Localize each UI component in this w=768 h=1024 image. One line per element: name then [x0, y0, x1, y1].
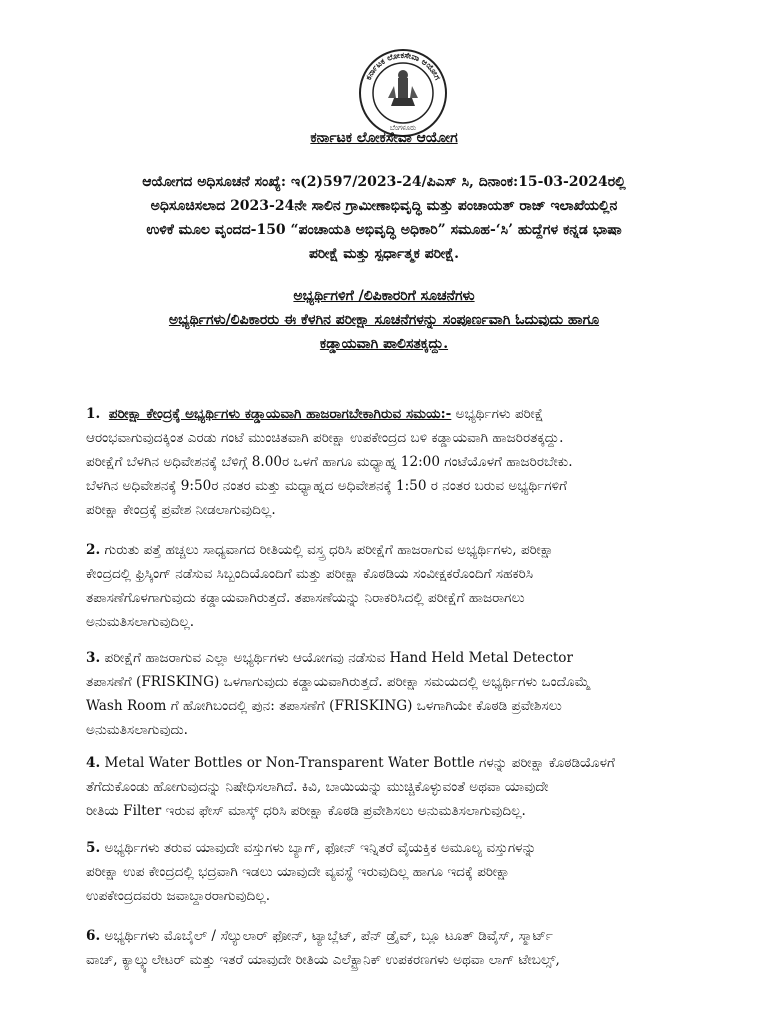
paragraph-text: ಪರೀಕ್ಷಾ ಕೇಂದ್ರಕ್ಕೆ ಪ್ರವೇಶ ನೀಡಲಾಗುವುದಿಲ್ಲ. — [86, 502, 276, 518]
notification-line: ಉಳಿಕೆ ಮೂಲ ವೃಂದದ-150 “ಪಂಚಾಯತಿ ಅಭಿವೃದ್ಧಿ ಅಧಿಕಾರಿ” ಸಮೂಹ-‘ಸಿ’ ಹುದ್ದೆಗಳ ಕನ್ನಡ ಭಾಷಾ — [146, 222, 622, 238]
paragraph-text: ರೀತಿಯ Filter ಇರುವ ಫೇಸ್ ಮಾಸ್ಕ್ ಧರಿಸಿ ಪರೀಕ್ಷಾ ಕೊಠಡಿ ಪ್ರವೇಶಿಸಲು ಅನುಮತಿಸಲಾಗುವುದಿಲ್ಲ. — [86, 803, 526, 819]
paragraph-text: ಪರೀಕ್ಷೆಗೆ ಹಾಜರಾಗುವ ಎಲ್ಲಾ ಅಭ್ಯರ್ಥಿಗಳು ಆಯೋಗವು ನಡೆಸುವ Hand Held Metal Detector — [100, 650, 573, 666]
notification-line: ಅಧಿಸೂಚಿಸಲಾದ 2023-24ನೇ ಸಾಲಿನ ಗ್ರಾಮೀಣಾಭಿವೃದ್ಧಿ ಮತ್ತು ಪಂಚಾಯತ್ ರಾಜ್ ಇಲಾಖೆಯಲ್ಲಿನ — [150, 198, 618, 214]
paragraph-number: 4. — [86, 755, 101, 771]
paragraph-text: ಅನುಮತಿಸಲಾಗುವುದಿಲ್ಲ. — [86, 614, 195, 630]
paragraph-number: 3. — [86, 650, 101, 666]
paragraph-text: ಉಪಕೇಂದ್ರದವರು ಜವಾಬ್ದಾರರಾಗುವುದಿಲ್ಲ. — [86, 888, 271, 904]
paragraph-text: ಪರೀಕ್ಷಾ ಉಪ ಕೇಂದ್ರದಲ್ಲಿ ಭದ್ರವಾಗಿ ಇಡಲು ಯಾವುದೇ ವ್ಯವಸ್ಥೆ ಇರುವುದಿಲ್ಲ ಹಾಗೂ ಇದಕ್ಕೆ ಪರೀಕ್ಷಾ — [86, 864, 511, 880]
paragraph-text: ಬೆಳಗಿನ ಅಧಿವೇಶನಕ್ಕೆ 9:50ರ ನಂತರ ಮತ್ತು ಮಧ್ಯಾಹ್ನದ ಅಧಿವೇಶನಕ್ಕೆ 1:50 ರ ನಂತರ ಬರುವ ಅಭ್ಯರ್ಥಿಗಳಿಗೆ — [86, 478, 567, 494]
paragraph-text: ಅಭ್ಯರ್ಥಿಗಳು ತರುವ ಯಾವುದೇ ವಸ್ತುಗಳು ಬ್ಯಾಗ್, ಫೋನ್ ಇನ್ನಿತರೆ ವೈಯಕ್ತಿಕ ಅಮೂಲ್ಯ ವಸ್ತುಗಳನ್ನು — [100, 840, 537, 856]
paragraph-number: 2. — [86, 542, 101, 558]
page-title: ಕರ್ನಾಟಕ ಲೋಕಸೇವಾ ಆಯೋಗ — [310, 130, 458, 146]
paragraph-lead: ಪರೀಕ್ಷಾ ಕೇಂದ್ರಕ್ಕೆ ಅಭ್ಯರ್ಥಿಗಳು ಕಡ್ಡಾಯವಾಗಿ ಹಾಜರಾಗಬೇಕಾಗಿರುವ ಸಮಯ:- — [108, 406, 452, 422]
instruction-paragraph-2 — [86, 538, 716, 634]
paragraph-text: ಆರಂಭವಾಗುವುದಕ್ಕಿಂತ ಎರಡು ಗಂಟೆ ಮುಂಚಿತವಾಗಿ ಪರೀಕ್ಷಾ ಉಪಕೇಂದ್ರದ ಬಳಿ ಕಡ್ಡಾಯವಾಗಿ ಹಾಜರಿರತಕ್ಕದ್ದು. — [86, 430, 564, 446]
instructions-heading-line: ಅಭ್ಯರ್ಥಿಗಳು/ಲಿಪಿಕಾರರು ಈ ಕೆಳಗಿನ ಪರೀಕ್ಷಾ ಸೂಚನೆಗಳನ್ನು ಸಂಪೂರ್ಣವಾಗಿ ಓದುವುದು ಹಾಗೂ — [168, 312, 600, 328]
instruction-paragraph-1 — [86, 402, 716, 522]
paragraph-text: ಅನುಮತಿಸಲಾಗುವುದು. — [86, 722, 188, 738]
paragraph-text: ಪರೀಕ್ಷೆಗೆ ಬೆಳಗಿನ ಅಧಿವೇಶನಕ್ಕೆ ಬೆಳಿಗ್ಗೆ 8.00ರ ಒಳಗೆ ಹಾಗೂ ಮಧ್ಯಾಹ್ನ 12:00 ಗಂಟೆಯೊಳಗೆ ಹಾಜರಿರಬೇಕು. — [86, 454, 573, 470]
seal-ring-text-top: ಕರ್ನಾಟಕ ಲೋಕಸೇವಾ ಆಯೋಗ — [363, 50, 443, 82]
instruction-paragraph-4 — [86, 751, 716, 823]
instructions-heading-title: ಅಭ್ಯರ್ಥಿಗಳಿಗೆ /ಲಿಪಿಕಾರರಿಗೆ ಸೂಚನೆಗಳು — [293, 288, 475, 304]
notification-line: ಪರೀಕ್ಷೆ ಮತ್ತು ಸ್ಪರ್ಧಾತ್ಮಕ ಪರೀಕ್ಷೆ. — [308, 246, 460, 262]
paragraph-text: ವಾಚ್, ಕ್ಯಾಲ್ಕ್ಯುಲೇಟರ್ ಮತ್ತು ಇತರೆ ಯಾವುದೇ ರೀತಿಯ ಎಲೆಕ್ಟ್ರಾನಿಕ್ ಉಪಕರಣಗಳು ಅಥವಾ ಲಾಗ್ ಟೇಬಲ್ಸ್, — [86, 952, 560, 968]
instructions-heading — [72, 284, 696, 356]
notification-line: ಆಯೋಗದ ಅಧಿಸೂಚನೆ ಸಂಖ್ಯೆ: ಇ(2)597/2023-24/ಪಿಎಸ್ ಸಿ, ದಿನಾಂಕ:15-03-2024ರಲ್ಲಿ — [142, 174, 626, 190]
paragraph-number: 6. — [86, 928, 101, 944]
paragraph-text: Wash Room ಗೆ ಹೋಗಿಬಂದಲ್ಲಿ ಪುನ: ತಪಾಸಣೆಗೆ (FRISKING) ಒಳಗಾಗಿಯೇ ಕೊಠಡಿ ಪ್ರವೇಶಿಸಲು — [86, 698, 562, 714]
paragraph-text: ಅಭ್ಯರ್ಥಿಗಳು ಮೊಬೈಲ್ / ಸೆಲ್ಯುಲಾರ್ ಫೋನ್, ಟ್ಯಾಬ್ಲೆಟ್, ಪೆನ್ ಡ್ರೈವ್, ಬ್ಲೂ ಟೂತ್ ಡಿವೈಸ್, ಸ್ಮಾರ್ಟ್ — [100, 928, 553, 944]
paragraph-text: ಅಭ್ಯರ್ಥಿಗಳು ಪರೀಕ್ಷೆ — [451, 406, 544, 422]
karnataka-public-service-commission-seal-icon — [358, 48, 448, 138]
paragraph-text: ಕೇಂದ್ರದಲ್ಲಿ ಫ್ರಿಸ್ಕಿಂಗ್ ನಡೆಸುವ ಸಿಬ್ಬಂದಿಯೊಂದಿಗೆ ಮತ್ತು ಪರೀಕ್ಷಾ ಕೊಠಡಿಯ ಸಂವೀಕ್ಷಕರೊಂದಿಗೆ ಸಹಕರಿಸಿ — [86, 566, 534, 582]
instruction-paragraph-6 — [86, 924, 716, 972]
paragraph-number: 5. — [86, 840, 101, 856]
paragraph-text: ತಪಾಸಣೆಗೊಳಗಾಗುವುದು ಕಡ್ಡಾಯವಾಗಿರುತ್ತದೆ. ತಪಾಸಣೆಯನ್ನು ನಿರಾಕರಿಸಿದಲ್ಲಿ ಪರೀಕ್ಷೆಗೆ ಹಾಜರಾಗಲು — [86, 590, 525, 606]
notification-block — [72, 170, 696, 266]
paragraph-number: 1. — [86, 406, 101, 422]
paragraph-text: Metal Water Bottles or Non-Transparent Water Bottle ಗಳನ್ನು ಪರೀಕ್ಷಾ ಕೊಠಡಿಯೊಳಗೆ — [100, 755, 615, 771]
paragraph-text: ತಪಾಸಣೆಗೆ (FRISKING) ಒಳಗಾಗುವುದು ಕಡ್ಡಾಯವಾಗಿರುತ್ತದೆ. ಪರೀಕ್ಷಾ ಸಮಯದಲ್ಲಿ ಅಭ್ಯರ್ಥಿಗಳು ಒಂದೊಮ್ಮೆ — [86, 674, 590, 690]
instruction-paragraph-3 — [86, 646, 716, 742]
instructions-heading-line: ಕಡ್ಡಾಯವಾಗಿ ಪಾಲಿಸತಕ್ಕದ್ದು. — [319, 336, 449, 352]
paragraph-text: ಗುರುತು ಪತ್ತೆ ಹಚ್ಚಲು ಸಾಧ್ಯವಾಗದ ರೀತಿಯಲ್ಲಿ ವಸ್ತ್ರ ಧರಿಸಿ ಪರೀಕ್ಷೆಗೆ ಹಾಜರಾಗುವ ಅಭ್ಯರ್ಥಿಗಳು, ಪರೀಕ್ಷಾ — [100, 542, 554, 558]
seal-ring-text-bottom: ಬೆಂಗಳೂರು — [389, 124, 417, 132]
paragraph-text: ತೆಗೆದುಕೊಂಡು ಹೋಗುವುದನ್ನು ನಿಷೇಧಿಸಲಾಗಿದೆ. ಕಿವಿ, ಬಾಯಿಯನ್ನು ಮುಚ್ಚಿಕೊಳ್ಳುವಂತೆ ಅಥವಾ ಯಾವುದೇ — [86, 779, 549, 795]
instruction-paragraph-5 — [86, 836, 716, 908]
